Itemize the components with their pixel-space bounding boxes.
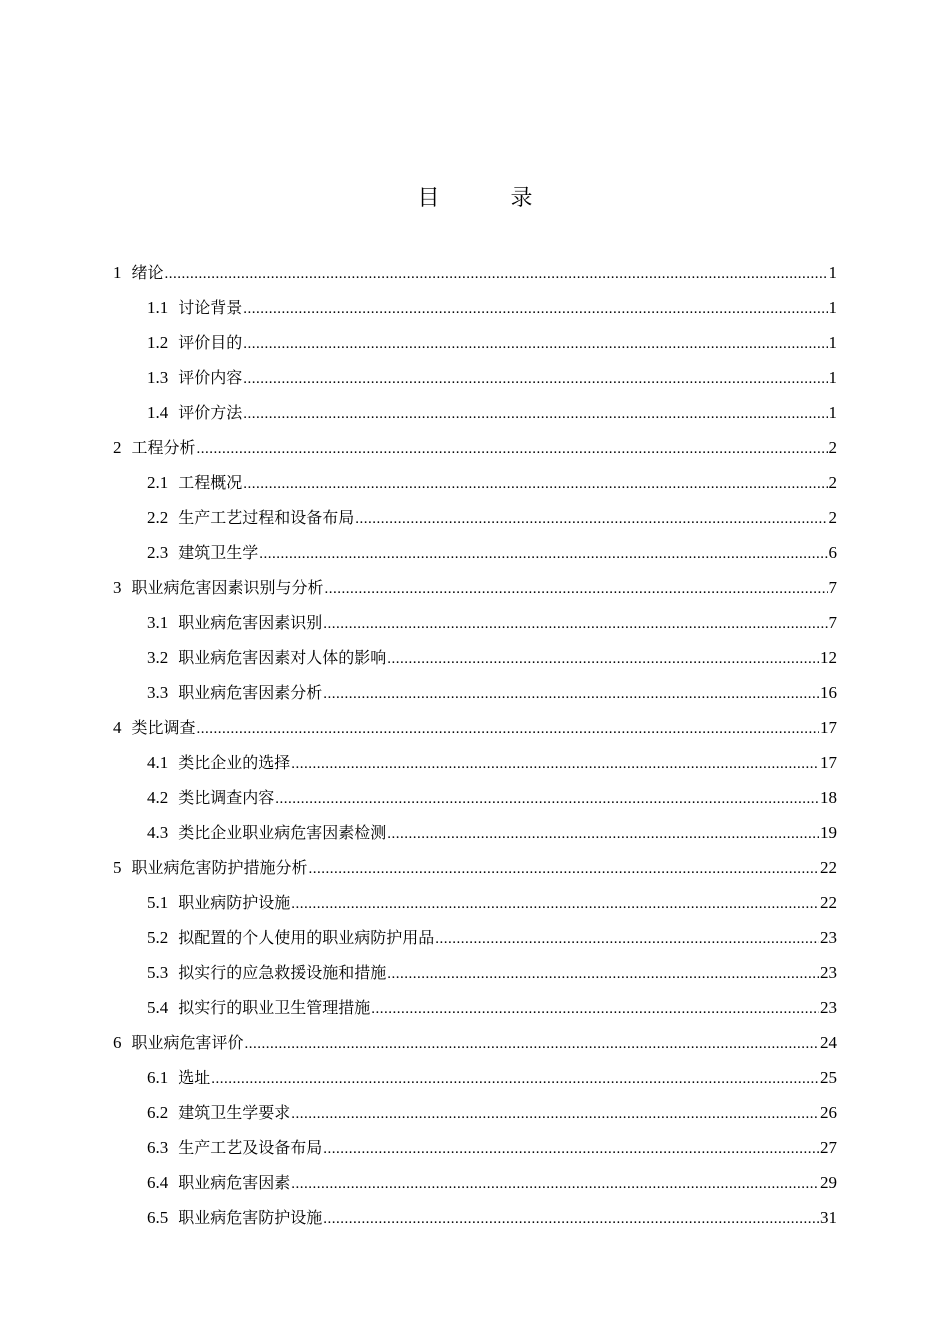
toc-entry-number: 2.1 <box>147 473 169 492</box>
toc-entry-page-number: 6 <box>828 543 837 562</box>
toc-entry-number: 6 <box>113 1033 122 1052</box>
toc-entry-number: 5.4 <box>147 998 169 1017</box>
toc-entry[interactable] <box>113 535 837 570</box>
toc-entry[interactable] <box>113 1060 837 1095</box>
toc-entry-title: 评价目的 <box>178 333 243 352</box>
toc-entry[interactable] <box>113 1130 837 1165</box>
toc-entry-number: 3.2 <box>147 648 169 667</box>
toc-entry-page-number: 18 <box>820 788 837 807</box>
toc-entry[interactable] <box>113 675 837 710</box>
toc-entry[interactable] <box>113 990 837 1025</box>
toc-entry-page-number: 19 <box>820 823 837 842</box>
toc-entry-number: 4 <box>113 718 122 737</box>
toc-dot-leader <box>165 257 828 292</box>
toc-entry-title: 类比调查 <box>131 718 196 737</box>
toc-dot-leader <box>243 362 827 397</box>
toc-entry[interactable] <box>113 1200 837 1235</box>
toc-entry[interactable] <box>113 605 837 640</box>
toc-dot-leader <box>325 572 828 607</box>
toc-entry-page-number: 23 <box>820 998 837 1017</box>
toc-dot-leader <box>243 397 827 432</box>
toc-entry-number: 1.2 <box>147 333 169 352</box>
toc-entry-title: 拟实行的职业卫生管理措施 <box>178 998 371 1017</box>
toc-dot-leader <box>291 1167 819 1202</box>
toc-entry-page-number: 12 <box>820 648 837 667</box>
toc-entry-number: 6.2 <box>147 1103 169 1122</box>
toc-dot-leader <box>275 782 819 817</box>
toc-entry-number: 5.2 <box>147 928 169 947</box>
toc-dot-leader <box>197 712 819 747</box>
toc-entry-number: 5 <box>113 858 122 877</box>
toc-entry-title: 生产工艺及设备布局 <box>178 1138 323 1157</box>
toc-entry-number: 5.3 <box>147 963 169 982</box>
toc-entry-page-number: 22 <box>820 893 837 912</box>
toc-dot-leader <box>245 1027 819 1062</box>
toc-entry[interactable] <box>113 430 837 465</box>
toc-entry-number: 3 <box>113 578 122 597</box>
toc-dot-leader <box>243 327 827 362</box>
toc-entry-title: 评价内容 <box>178 368 243 387</box>
toc-entry[interactable] <box>113 500 837 535</box>
toc-entry-number: 4.3 <box>147 823 169 842</box>
toc-entry-number: 5.1 <box>147 893 169 912</box>
toc-entry-title: 拟实行的应急救援设施和措施 <box>178 963 387 982</box>
toc-entry-title: 职业病危害因素分析 <box>178 683 323 702</box>
toc-entry-page-number: 23 <box>820 963 837 982</box>
toc-entry[interactable] <box>113 1025 837 1060</box>
toc-title: 目 录 <box>417 186 565 211</box>
toc-entry-title: 类比企业职业病危害因素检测 <box>178 823 387 842</box>
toc-entry-page-number: 7 <box>828 578 837 597</box>
toc-entry-page-number: 2 <box>828 473 837 492</box>
toc-entry-title: 工程分析 <box>131 438 196 457</box>
toc-entry-title: 职业病危害因素对人体的影响 <box>178 648 387 667</box>
toc-entry-title: 讨论背景 <box>178 298 243 317</box>
toc-entry-page-number: 1 <box>828 333 837 352</box>
toc-entry-page-number: 25 <box>820 1068 837 1087</box>
toc-entry-page-number: 1 <box>828 263 837 282</box>
toc-dot-leader <box>323 1202 819 1237</box>
toc-entry-page-number: 1 <box>828 403 837 422</box>
toc-entry-number: 2.3 <box>147 543 169 562</box>
toc-entry[interactable] <box>113 815 837 850</box>
toc-entry-page-number: 2 <box>828 438 837 457</box>
toc-entry[interactable] <box>113 465 837 500</box>
toc-entry-title: 工程概况 <box>178 473 243 492</box>
toc-entry-title: 职业病危害因素识别 <box>178 613 323 632</box>
toc-entry-title: 职业病危害因素识别与分析 <box>131 578 324 597</box>
toc-dot-leader <box>259 537 827 572</box>
toc-entry-number: 1.3 <box>147 368 169 387</box>
toc-dot-leader <box>291 747 819 782</box>
toc-entry-number: 1.1 <box>147 298 169 317</box>
toc-entry-number: 4.1 <box>147 753 169 772</box>
toc-entry[interactable] <box>113 1165 837 1200</box>
toc-dot-leader <box>323 1132 819 1167</box>
toc-entry[interactable] <box>113 850 837 885</box>
toc-entry-page-number: 1 <box>828 298 837 317</box>
toc-entry-number: 6.1 <box>147 1068 169 1087</box>
toc-entry-title: 建筑卫生学 <box>178 543 259 562</box>
toc-entry-number: 2.2 <box>147 508 169 527</box>
toc-entry-number: 1.4 <box>147 403 169 422</box>
toc-entry-title: 选址 <box>178 1068 211 1087</box>
toc-entry-number: 1 <box>113 263 122 282</box>
toc-entry[interactable] <box>113 1095 837 1130</box>
toc-entry-number: 3.1 <box>147 613 169 632</box>
toc-entry-number: 6.3 <box>147 1138 169 1157</box>
toc-entry[interactable] <box>113 955 837 990</box>
toc-dot-leader <box>211 1062 819 1097</box>
toc-dot-leader <box>291 887 819 922</box>
toc-entry[interactable] <box>113 885 837 920</box>
toc-dot-leader <box>387 957 819 992</box>
toc-entry-number: 2 <box>113 438 122 457</box>
toc-entry-title: 绪论 <box>131 263 164 282</box>
toc-dot-leader <box>243 292 827 327</box>
toc-entry[interactable] <box>113 920 837 955</box>
toc-entry-page-number: 2 <box>828 508 837 527</box>
toc-dot-leader <box>323 677 819 712</box>
toc-entry-title: 职业病危害防护措施分析 <box>131 858 308 877</box>
toc-dot-leader <box>309 852 819 887</box>
toc-dot-leader <box>323 607 827 642</box>
toc-entry[interactable] <box>113 325 837 360</box>
toc-entry-title: 评价方法 <box>178 403 243 422</box>
toc-entry-title: 拟配置的个人使用的职业病防护用品 <box>178 928 435 947</box>
toc-entry-title: 职业病危害防护设施 <box>178 1208 323 1227</box>
toc-entry[interactable] <box>113 255 837 290</box>
toc-entry-title: 职业病危害评价 <box>131 1033 244 1052</box>
toc-entry[interactable] <box>113 395 837 430</box>
toc-entry[interactable] <box>113 745 837 780</box>
toc-dot-leader <box>371 992 819 1027</box>
toc-dot-leader <box>291 1097 819 1132</box>
toc-entry-title: 职业病防护设施 <box>178 893 291 912</box>
toc-dot-leader <box>197 432 828 467</box>
toc-dot-leader <box>387 642 819 677</box>
toc-entry[interactable] <box>113 360 837 395</box>
toc-entry-page-number: 7 <box>828 613 837 632</box>
toc-entry-page-number: 31 <box>820 1208 837 1227</box>
toc-entry[interactable] <box>113 290 837 325</box>
toc-entry-page-number: 29 <box>820 1173 837 1192</box>
toc-entry-page-number: 27 <box>820 1138 837 1157</box>
toc-dot-leader <box>355 502 827 537</box>
toc-entry-page-number: 16 <box>820 683 837 702</box>
toc-entry-title: 职业病危害因素 <box>178 1173 291 1192</box>
toc-entry-page-number: 17 <box>820 718 837 737</box>
toc-dot-leader <box>435 922 819 957</box>
toc-entry-page-number: 24 <box>820 1033 837 1052</box>
toc-entry-number: 6.5 <box>147 1208 169 1227</box>
toc-entry-page-number: 23 <box>820 928 837 947</box>
toc-entry-page-number: 1 <box>828 368 837 387</box>
toc-entry-page-number: 26 <box>820 1103 837 1122</box>
toc-entry-number: 4.2 <box>147 788 169 807</box>
toc-entry[interactable] <box>113 780 837 815</box>
toc-entry-number: 6.4 <box>147 1173 169 1192</box>
toc-dot-leader <box>243 467 827 502</box>
toc-entry-title: 类比企业的选择 <box>178 753 291 772</box>
toc-entry[interactable] <box>113 570 837 605</box>
toc-entry-title: 生产工艺过程和设备布局 <box>178 508 355 527</box>
toc-entry-title: 建筑卫生学要求 <box>178 1103 291 1122</box>
toc-entry-page-number: 17 <box>820 753 837 772</box>
toc-entry[interactable] <box>113 710 837 745</box>
toc-entry[interactable] <box>113 640 837 675</box>
toc-entry-title: 类比调查内容 <box>178 788 275 807</box>
toc-entry-page-number: 22 <box>820 858 837 877</box>
toc-entry-number: 3.3 <box>147 683 169 702</box>
toc-dot-leader <box>387 817 819 852</box>
toc-list <box>113 255 837 1235</box>
